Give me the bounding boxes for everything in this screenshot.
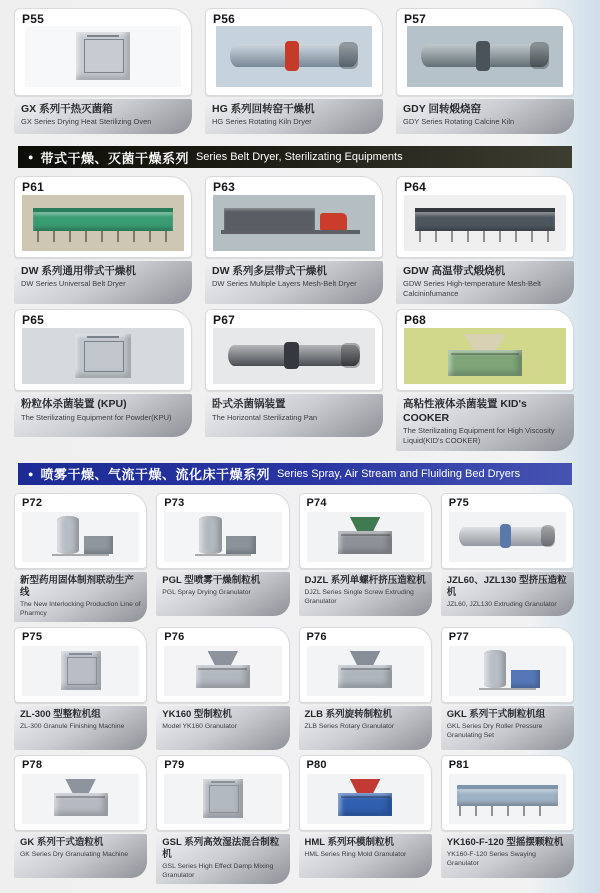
product-photo-frame [205, 8, 383, 96]
product-title-en: The Sterilizating Equipment for Powder(KPU) [21, 412, 172, 422]
product-photo [22, 646, 139, 696]
product-photo-frame [396, 8, 574, 96]
machine-illustration-part [350, 517, 380, 532]
machine-illustration-part [57, 516, 79, 554]
product-code: P74 [306, 496, 327, 509]
machine-illustration-part [208, 651, 238, 666]
product-photo-frame [14, 755, 147, 831]
product-photo-frame [156, 627, 289, 703]
product-title-en: The New Interlocking Production Line of Pharmcy [20, 600, 141, 617]
product-photo-frame [156, 755, 289, 831]
product-photo-frame [14, 309, 192, 391]
product-photo [307, 774, 424, 824]
product-code: P76 [164, 630, 185, 643]
product-title-zh: GDY 回转煅烧窑 [403, 103, 481, 115]
product-card [441, 493, 574, 622]
product-card [156, 627, 289, 750]
product-caption [205, 261, 383, 304]
product-title-zh: 卧式杀菌锅装置 [212, 398, 286, 411]
machine-illustration-part [69, 653, 92, 655]
product-code: P56 [213, 12, 235, 26]
product-caption [205, 394, 383, 437]
product-caption [441, 834, 574, 878]
product-title-en: ZLB Series Rotary Granulator [304, 722, 395, 730]
product-caption [156, 572, 289, 616]
machine-illustration-part [224, 208, 315, 229]
product-photo-frame [396, 309, 574, 391]
product-title-zh: ZL-300 型整粒机组 [20, 708, 101, 720]
product-title-zh: DW 系列多层带式干燥机 [212, 265, 327, 277]
machine-illustration-part [65, 779, 95, 794]
product-title-en: GDY Series Rotating Calcine Kiln [403, 117, 515, 127]
product-photo [449, 512, 566, 562]
product-title-en: GX Series Drying Heat Sterilizing Oven [21, 117, 152, 127]
product-caption [14, 99, 192, 134]
machine-illustration-part [479, 688, 535, 690]
product-title-en: YK160-F-120 Series Swaying Granulator [446, 850, 536, 868]
product-photo [216, 26, 372, 87]
product-code: P75 [22, 630, 43, 643]
product-photo [449, 774, 566, 824]
machine-illustration-part [87, 35, 118, 37]
product-caption [299, 706, 432, 750]
machine-illustration-part [199, 516, 221, 554]
product-code: P76 [306, 630, 327, 643]
product-caption [441, 706, 574, 750]
machine-illustration-part [457, 789, 558, 806]
product-title-zh: GKL 系列干式制粒机组 [446, 708, 546, 720]
product-title-zh: JZL60、JZL130 型挤压造粒机 [446, 574, 567, 598]
product-photo-frame [156, 493, 289, 569]
product-photo [213, 195, 375, 251]
product-code: P81 [448, 758, 469, 771]
product-card [205, 176, 383, 304]
product-caption [205, 99, 383, 134]
product-code: P78 [22, 758, 43, 771]
machine-illustration-part [530, 42, 549, 69]
product-photo [404, 195, 566, 251]
product-card [14, 755, 147, 884]
product-title-en: JZL60, JZL130 Extruding Granulator [446, 600, 557, 608]
product-title-zh: HG 系列回转窑干燥机 [212, 103, 315, 115]
product-title-en: Model YK160 Granulator [162, 722, 237, 730]
product-code: P67 [213, 313, 235, 328]
machine-illustration-part [484, 650, 506, 688]
machine-illustration-part [511, 670, 540, 688]
product-photo-frame [299, 493, 432, 569]
product-card [14, 493, 147, 622]
product-photo [164, 774, 281, 824]
machine-illustration-part [415, 212, 554, 231]
product-row-5 [14, 627, 574, 750]
machine-illustration-part [350, 779, 380, 794]
product-card [156, 755, 289, 884]
product-photo [22, 774, 139, 824]
product-caption [14, 834, 147, 878]
machine-illustration-part [67, 657, 97, 685]
machine-illustration-part [464, 334, 506, 350]
product-row-3 [14, 309, 574, 451]
section-banner-spray-dryer [18, 463, 572, 485]
product-title-zh: 高粘性液体杀菌装置 KID's COOKER [403, 398, 527, 424]
product-photo [164, 646, 281, 696]
product-title-zh: GX 系列干热灭菌箱 [21, 103, 113, 115]
product-card [396, 309, 574, 451]
product-card [299, 627, 432, 750]
machine-illustration-part [320, 213, 348, 230]
machine-illustration-part [341, 796, 390, 798]
product-code: P77 [448, 630, 469, 643]
product-photo-frame [205, 176, 383, 258]
product-caption [396, 394, 574, 451]
product-row-4 [14, 493, 574, 622]
product-code: P68 [404, 313, 426, 328]
product-code: P64 [404, 180, 426, 194]
product-title-en: DW Series Multiple Layers Mesh-Belt Dryer [212, 279, 357, 289]
product-photo-frame [441, 493, 574, 569]
product-card [396, 8, 574, 134]
product-title-zh: ZLB 系列旋转制粒机 [304, 708, 393, 720]
product-title-en: GSL Series High Effect Damp Mixing Granulator [162, 862, 274, 879]
machine-illustration-part [451, 353, 519, 355]
product-photo-frame [299, 627, 432, 703]
product-card [14, 627, 147, 750]
product-caption [156, 706, 289, 750]
product-photo [407, 26, 563, 87]
product-row-6 [14, 755, 574, 884]
machine-illustration-part [84, 536, 113, 554]
product-code: P55 [22, 12, 44, 26]
machine-illustration-part [350, 651, 380, 666]
machine-illustration-part [33, 208, 172, 212]
machine-illustration-part [56, 796, 105, 798]
product-code: P72 [22, 496, 43, 509]
product-title-en: PGL Spray Drying Granulator [162, 588, 251, 596]
product-caption [396, 261, 574, 304]
product-photo [404, 328, 566, 384]
product-title-zh: DW 系列通用带式干燥机 [21, 265, 136, 277]
banner-title-zh: 带式干燥、灭菌干燥系列 [40, 150, 189, 166]
product-photo-frame [441, 627, 574, 703]
machine-illustration-part [341, 343, 360, 368]
product-code: P61 [22, 180, 44, 194]
product-photo [213, 328, 375, 384]
machine-illustration-part [341, 534, 390, 536]
machine-illustration-part [33, 212, 172, 231]
product-title-zh: GK 系列干式造粒机 [20, 836, 104, 848]
machine-illustration-part [500, 524, 511, 548]
product-code: P57 [404, 12, 426, 26]
product-card [299, 493, 432, 622]
product-photo [164, 512, 281, 562]
product-title-zh: YK160-F-120 型摇摆颗粒机 [446, 836, 564, 848]
product-code: P79 [164, 758, 185, 771]
machine-illustration-part [84, 341, 125, 372]
machine-illustration-part [226, 536, 255, 554]
product-title-zh: GSL 系列高效湿法混合制粒机 [162, 836, 280, 860]
product-card [14, 309, 192, 451]
product-photo-frame [14, 627, 147, 703]
machine-illustration-part [541, 525, 555, 547]
product-caption [396, 99, 574, 134]
machine-illustration-part [198, 668, 247, 670]
bullet-icon: ● [28, 468, 34, 479]
product-title-en: ZL-300 Granule Finishing Machine [20, 722, 125, 730]
machine-illustration-part [476, 41, 490, 70]
machine-illustration-part [52, 554, 108, 556]
product-photo-frame [14, 8, 192, 96]
product-caption [14, 394, 192, 437]
product-caption [156, 834, 289, 884]
product-title-en: DJZL Series Single Screw Extruding Granulator [304, 588, 414, 605]
machine-illustration-part [87, 336, 119, 338]
product-photo [307, 512, 424, 562]
machine-illustration-part [415, 208, 554, 212]
product-caption [14, 261, 192, 304]
product-card [299, 755, 432, 884]
machine-illustration-part [195, 554, 251, 556]
product-card [156, 493, 289, 622]
banner-title-zh: 喷雾干燥、气流干燥、流化床干燥系列 [40, 467, 270, 483]
product-title-en: The Sterilizating Equipment for High Viscosity Liquid(KID's COOKER) [403, 425, 555, 445]
product-title-zh: 新型药用固体制剂联动生产线 [20, 574, 135, 598]
product-card [396, 176, 574, 304]
machine-illustration-part [457, 785, 558, 789]
product-photo-frame [396, 176, 574, 258]
product-photo [22, 328, 184, 384]
product-title-en: DW Series Universal Belt Dryer [21, 279, 126, 289]
machine-illustration-part [209, 785, 239, 813]
product-card [205, 8, 383, 134]
machine-illustration-part [211, 781, 234, 783]
product-code: P63 [213, 180, 235, 194]
product-photo [22, 195, 184, 251]
product-title-en: GKL Series Dry Roller Pressure Granulating Set [446, 722, 543, 740]
banner-title-en: Series Spray, Air Stream and Fluilding Bed Dryers [276, 467, 521, 480]
product-caption [299, 572, 432, 616]
product-photo [449, 646, 566, 696]
product-photo-frame [299, 755, 432, 831]
bullet-icon: ● [28, 152, 34, 162]
product-code: P65 [22, 313, 44, 328]
product-caption [14, 706, 147, 750]
product-title-zh: GDW 高温带式煅烧机 [403, 265, 506, 277]
machine-illustration-part [221, 230, 360, 234]
product-row-1 [14, 8, 574, 134]
product-title-zh: HML 系列环模制粒机 [304, 836, 395, 848]
product-title-zh: 粉粒体杀菌装置 (KPU) [21, 398, 127, 411]
product-code: P80 [306, 758, 327, 771]
product-title-zh: YK160 型制粒机 [162, 708, 232, 720]
product-code: P75 [448, 496, 469, 509]
product-photo [22, 512, 139, 562]
product-photo-frame [14, 176, 192, 258]
product-row-2 [14, 176, 574, 304]
product-card [205, 309, 383, 451]
banner-title-en: Series Belt Dryer, Sterilizating Equipments [195, 151, 403, 163]
product-caption [441, 572, 574, 616]
product-card [14, 176, 192, 304]
machine-illustration-part [339, 42, 358, 69]
product-title-en: The Horizontal Sterilizating Pan [212, 412, 318, 422]
product-caption [299, 834, 432, 878]
product-card [14, 8, 192, 134]
product-photo-frame [205, 309, 383, 391]
product-caption [14, 572, 147, 622]
product-title-en: HG Series Rotating Kiln Dryer [212, 117, 312, 127]
section-banner-belt-dryer [18, 146, 572, 168]
product-code: P73 [164, 496, 185, 509]
machine-illustration-part [285, 41, 299, 70]
machine-illustration-part [84, 39, 123, 73]
product-photo [25, 26, 181, 87]
product-card [441, 627, 574, 750]
product-title-zh: PGL 型喷雾干燥制粒机 [162, 574, 261, 586]
product-title-en: GK Series Dry Granulating Machine [20, 850, 129, 858]
machine-illustration-part [37, 231, 170, 242]
product-title-zh: DJZL 系列单螺杆挤压造粒机 [304, 574, 426, 586]
machine-illustration-part [284, 342, 299, 369]
product-photo-frame [441, 755, 574, 831]
machine-illustration-part [341, 668, 390, 670]
product-card [441, 755, 574, 884]
product-photo-frame [14, 493, 147, 569]
machine-illustration-part [419, 231, 552, 242]
machine-illustration-part [459, 806, 555, 816]
product-title-en: HML Series Ring Mold Granulator [304, 850, 407, 858]
product-title-en: GDW Series High-temperature Mesh-Belt Calcininfumance [403, 279, 541, 299]
product-photo [307, 646, 424, 696]
